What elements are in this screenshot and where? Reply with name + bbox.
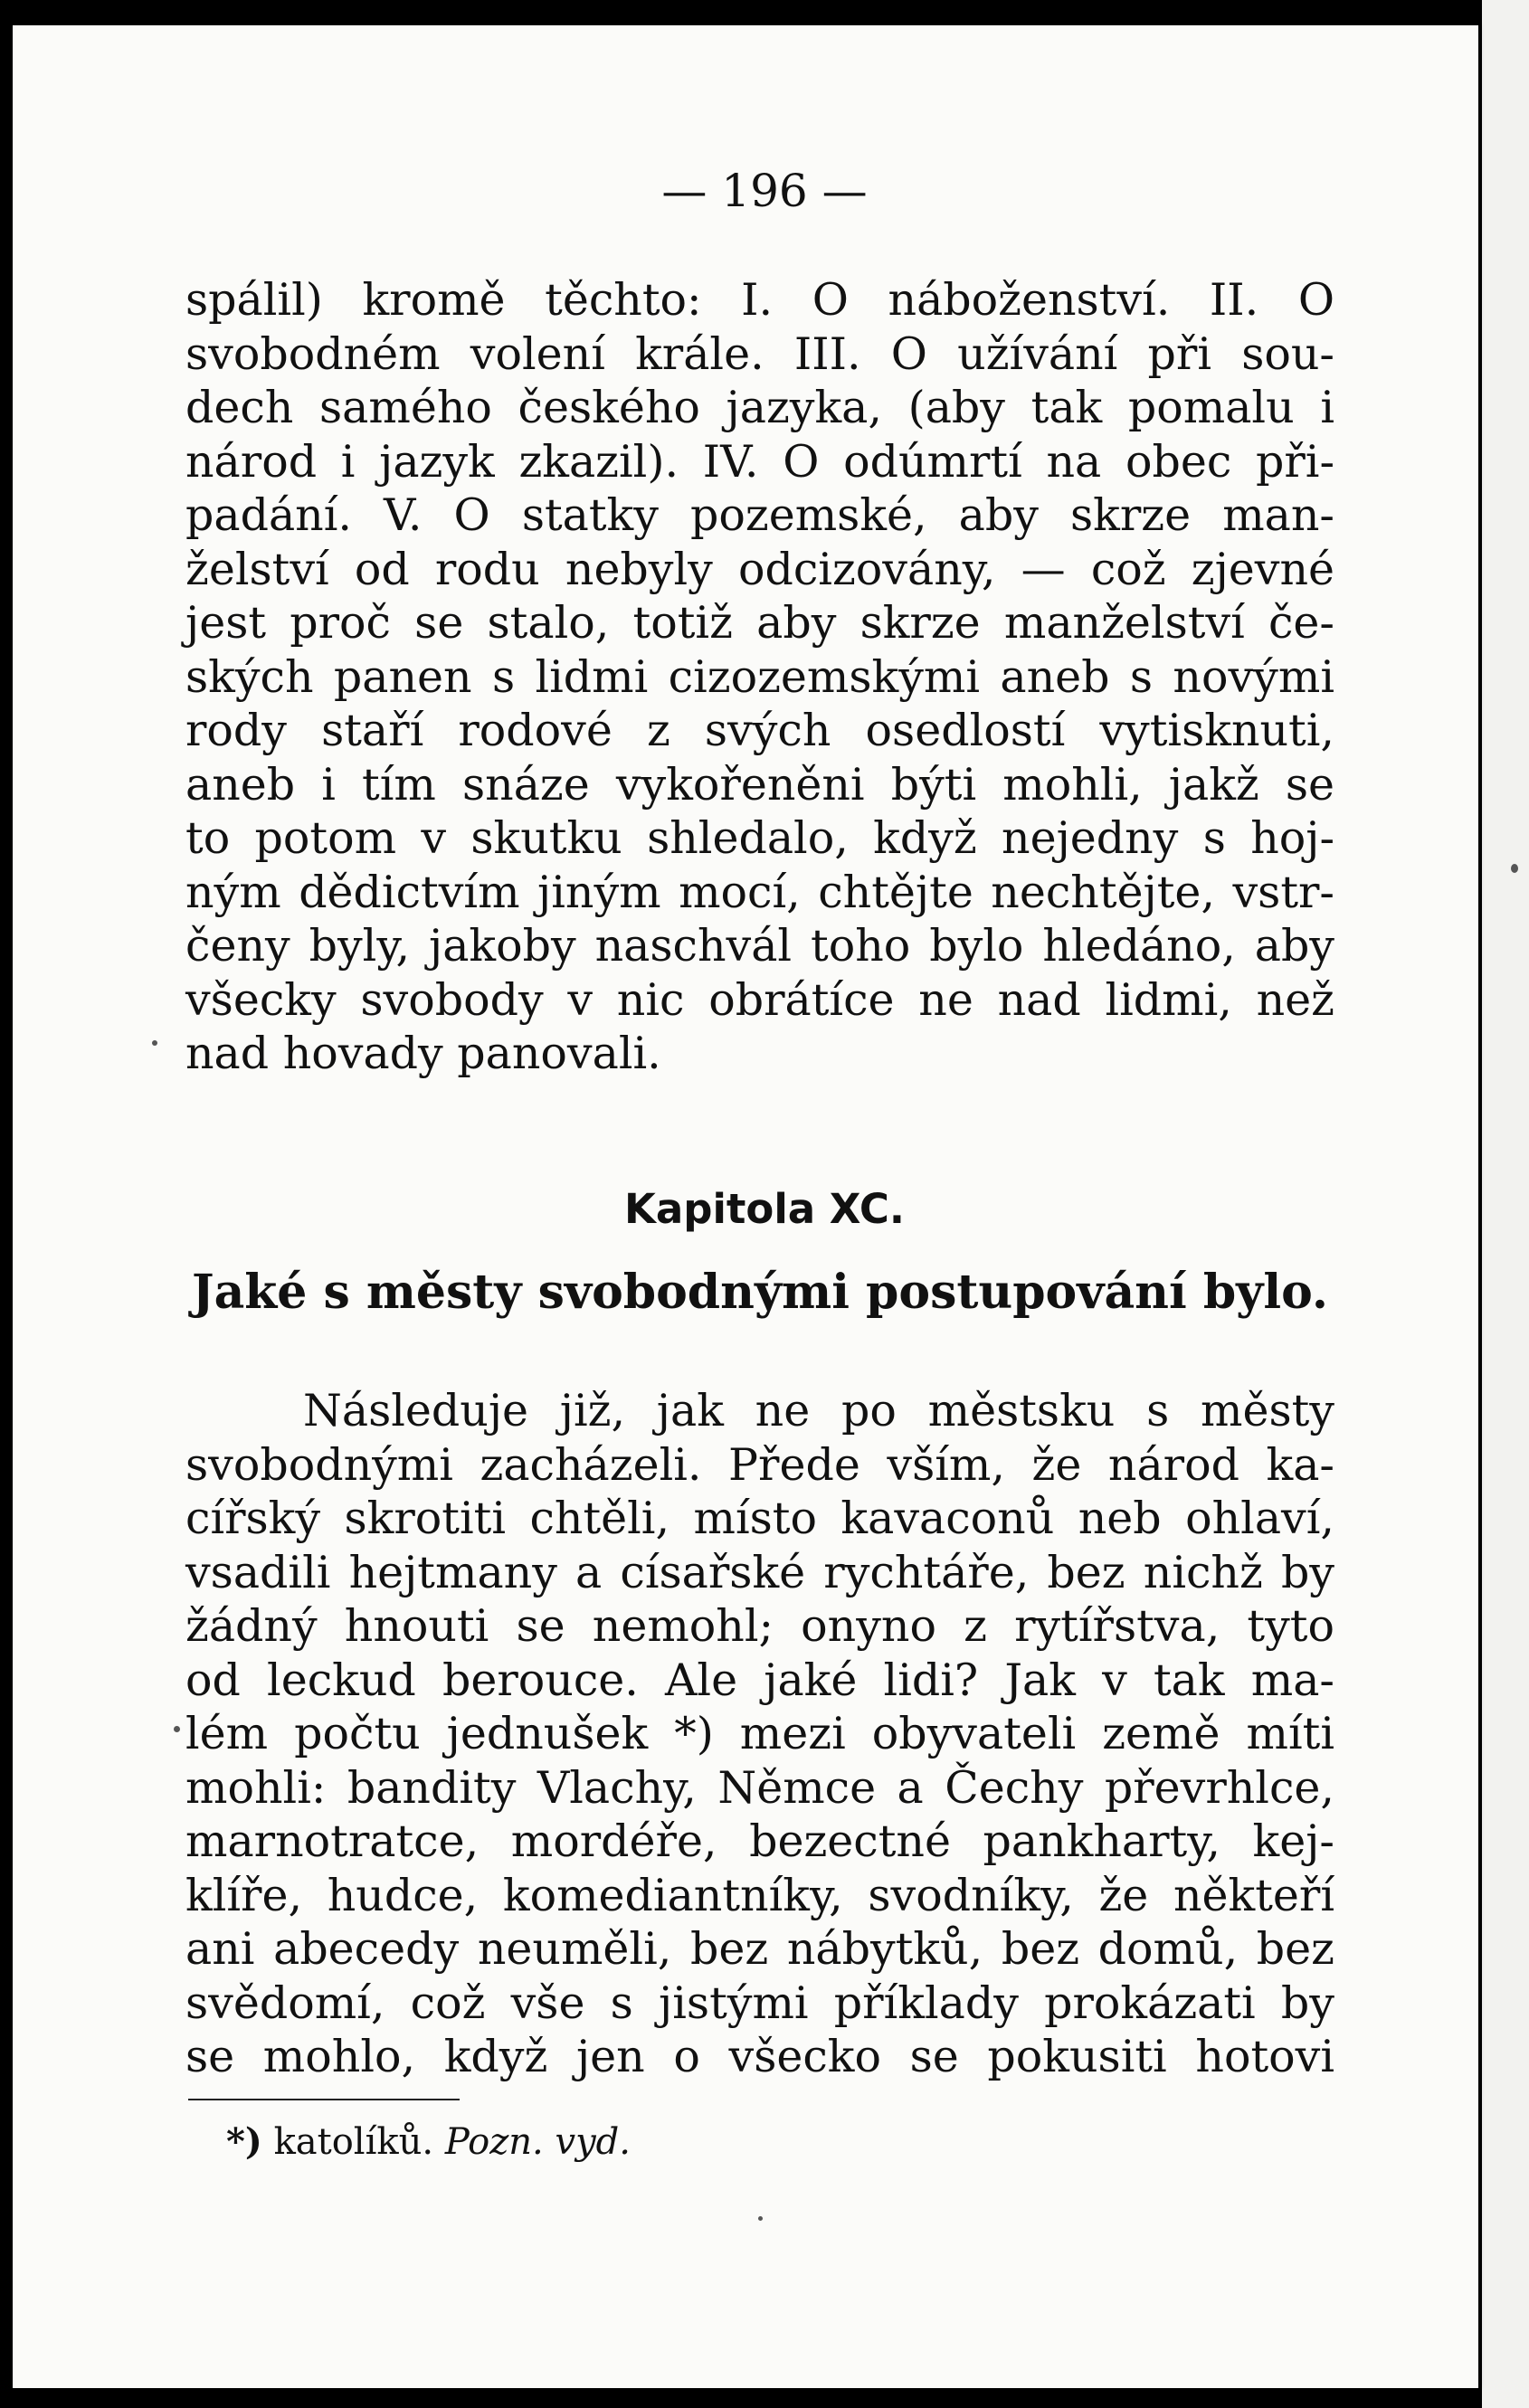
chapter-label: Kapitola XC. [624, 1185, 905, 1233]
footnote-marker: *) [226, 2120, 262, 2163]
text-line: nad hovady panovali. [185, 1028, 661, 1079]
text-line: aneb i tím snáze vykořeněni býti mohli, jakž se [185, 758, 1334, 811]
text-line: všecky svobody v nic obrátíce ne nad lidmi, než [185, 973, 1334, 1026]
text-line: mohli: bandity Vlachy, Němce a Čechy převrhlce, [185, 1761, 1334, 1814]
footnote [226, 2120, 631, 2163]
text-line: jest proč se stalo, totiž aby skrze manželství če- [185, 597, 1334, 649]
text-line: želství od rodu nebyly odcizovány, — což zjevné [185, 543, 1334, 595]
text-line: svobodném volení krále. III. O užívání při sou- [185, 327, 1334, 380]
text-line: padání. V. O statky pozemské, aby skrze man- [185, 489, 1334, 541]
text-line: ným dědictvím jiným mocí, chtějte nechtějte, vstr- [185, 866, 1334, 918]
scan-speck [1511, 864, 1518, 873]
text-line: svobodnými zacházeli. Přede vším, že národ ka- [185, 1438, 1334, 1491]
scan-speck [152, 1040, 157, 1046]
text-line: od leckud berouce. Ale jaké lidi? Jak v tak ma- [185, 1654, 1334, 1706]
footnote-editor-note: Pozn. vyd. [444, 2121, 631, 2163]
text-line: rody staří rodové z svých osedlostí vytisknuti, [185, 705, 1334, 756]
chapter-title: Jaké s městy svobodnými postupování bylo. [191, 1265, 1329, 1320]
text-line: klíře, hudce, komediantníky, svodníky, že někteří [185, 1869, 1334, 1921]
text-line: svědomí, což vše s jistými příklady prokázati by [185, 1977, 1334, 2029]
footnote-text: katolíků. [273, 2121, 434, 2163]
text-line: marnotratce, mordéře, bezectné pankharty, kej- [185, 1815, 1334, 1867]
scan-speck [758, 2216, 763, 2221]
text-line: dech samého českého jazyka, (aby tak pomalu i [185, 382, 1334, 433]
text-line: žádný hnouti se nemohl; onyno z rytířstva, tyto [185, 1600, 1334, 1652]
text-line: čeny byly, jakoby naschvál toho bylo hledáno, aby [185, 920, 1334, 972]
text-line: ani abecedy neuměli, bez nábytků, bez domů, bez [185, 1923, 1334, 1975]
text-line: se mohlo, když jen o všecko se pokusiti hotovi [185, 2031, 1334, 2082]
text-line: národ i jazyk zkazil). IV. O odúmrtí na obec při- [185, 435, 1334, 488]
text-line: cířský skrotiti chtěli, místo kavaconů neb ohlaví, [185, 1493, 1334, 1544]
paragraph-1 [185, 273, 1334, 1081]
paragraph-2 [185, 1384, 1334, 2084]
text-line: ských panen s lidmi cizozemskými aneb s novými [185, 650, 1334, 703]
text-line: lém počtu jednušek *) mezi obyvateli země míti [185, 1708, 1334, 1759]
text-line: spálil) kromě těchto: I. O náboženství. II. O [185, 274, 1334, 326]
footnote-divider [188, 2099, 460, 2100]
scan-speck [174, 1726, 180, 1732]
text-line: Následuje již, jak ne po městsku s městy [303, 1385, 1334, 1436]
page-number: — 196 — [661, 165, 868, 217]
text-line: to potom v skutku shledalo, když nejedny s hoj- [185, 812, 1334, 864]
text-line: vsadili hejtmany a císařské rychtáře, bez nichž by [185, 1546, 1334, 1598]
